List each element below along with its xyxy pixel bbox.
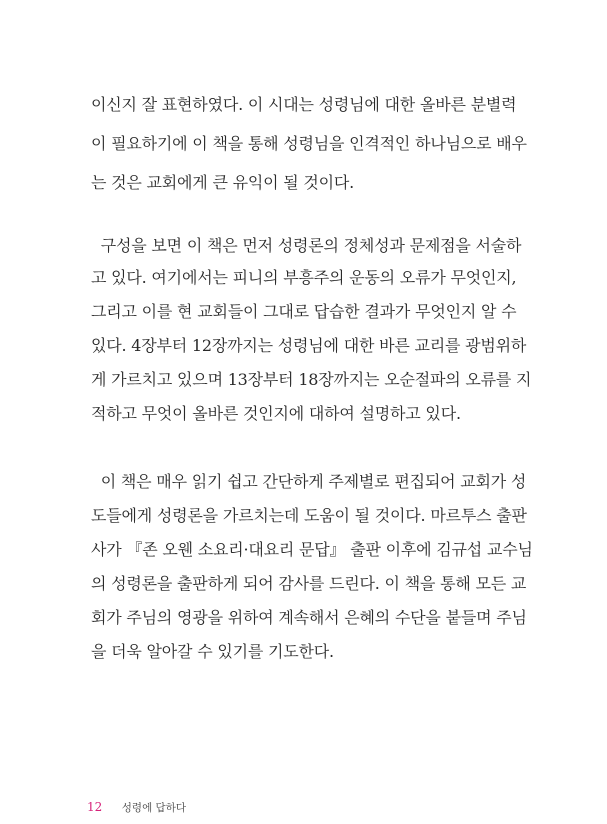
paragraph-3-line-1: 이 책은 매우 읽기 쉽고 간단하게 주제별로 편집되어 교회가 성 [91, 472, 527, 491]
paragraph-2-line-6: 적하고 무엇이 올바른 것인지에 대하여 설명하고 있다. [91, 404, 461, 423]
page-number: 12 [87, 800, 103, 814]
paragraph-3-line-4: 의 성령론을 출판하게 되어 감사를 드린다. 이 책을 통해 모든 교 [91, 574, 527, 593]
paragraph-2-line-2: 고 있다. 여기에서는 피니의 부흥주의 운동의 오류가 무엇인지, [91, 268, 517, 287]
paragraph-3-line-2: 도들에게 성령론을 가르치는데 도움이 될 것이다. 마르투스 출판 [91, 506, 527, 525]
paragraph-2-line-1: 구성을 보면 이 책은 먼저 성령론의 정체성과 문제점을 서술하 [91, 236, 522, 255]
paragraph-2-line-3: 그리고 이를 현 교회들이 그대로 답습한 결과가 무엇인지 알 수 [91, 302, 517, 321]
paragraph-2-line-5: 게 가르치고 있으며 13장부터 18장까지는 오순절파의 오류를 지 [91, 370, 532, 389]
paragraph-3-line-3: 사가 『존 오웬 소요리·대요리 문답』 출판 이후에 김규섭 교수님 [91, 540, 533, 559]
paragraph-1-line-3: 는 것은 교회에게 큰 유익이 될 것이다. [91, 173, 355, 192]
paragraph-1-line-1: 이신지 잘 표현하였다. 이 시대는 성령님에 대한 올바른 분별력 [91, 95, 517, 114]
paragraph-3-line-5: 회가 주님의 영광을 위하여 계속해서 은혜의 수단을 붙들며 주님 [91, 608, 527, 627]
paragraph-1-line-2: 이 필요하기에 이 책을 통해 성령님을 인격적인 하나님으로 배우 [91, 134, 527, 153]
paragraph-2-line-4: 있다. 4장부터 12장까지는 성령님에 대한 바른 교리를 광범위하 [91, 336, 527, 355]
paragraph-3-line-6: 을 더욱 알아갈 수 있기를 기도한다. [91, 642, 334, 661]
page-footer [87, 800, 186, 815]
running-book-title: 성령에 답하다 [121, 802, 186, 814]
